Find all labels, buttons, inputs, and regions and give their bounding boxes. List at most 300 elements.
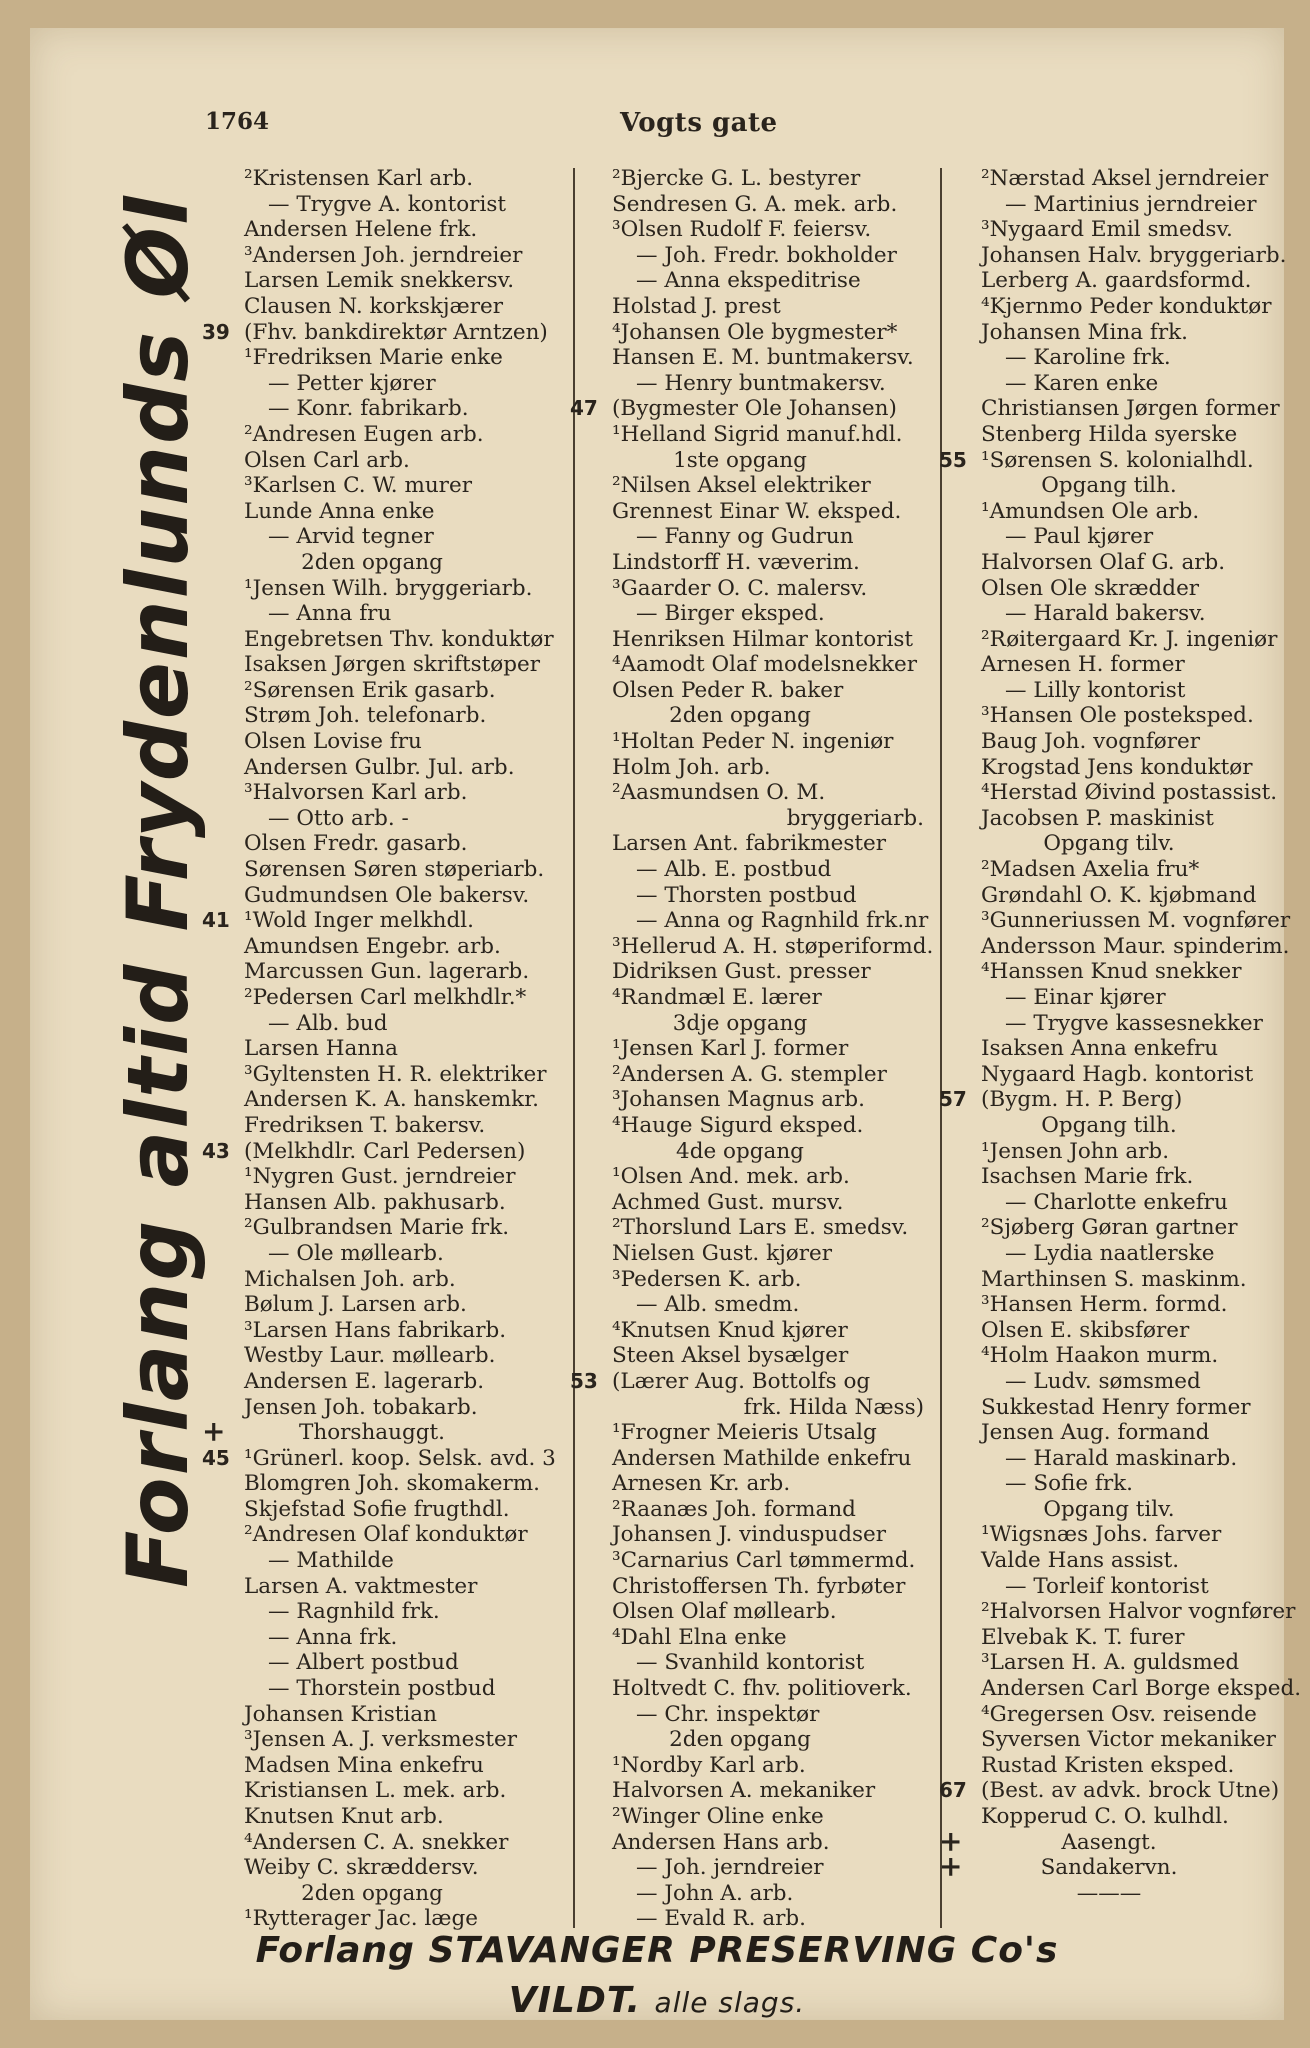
entry-text: Johansen Mina frk.	[981, 319, 1189, 345]
entry-text: 2den opgang	[301, 549, 443, 575]
entry-text: Blomgren Joh. skomakerm.	[244, 1471, 540, 1497]
directory-entry	[939, 729, 1310, 755]
entry-text: ⁴Johansen Ole bygmester*	[612, 319, 898, 345]
directory-entry	[939, 1267, 1310, 1293]
directory-entry	[939, 1292, 1310, 1318]
bottom-ad-bold: VILDT.	[508, 1980, 641, 2021]
directory-entry	[202, 908, 574, 934]
directory-entry	[939, 1011, 1310, 1037]
entry-text: — Karoline frk.	[1005, 345, 1171, 371]
entry-text: Halvorsen Olaf G. arb.	[981, 549, 1226, 575]
directory-entry	[939, 985, 1310, 1011]
directory-entry	[202, 396, 574, 422]
directory-entry	[202, 1087, 574, 1113]
directory-entry	[202, 985, 574, 1011]
entry-text: ¹Jensen Karl J. former	[612, 1036, 849, 1062]
entry-text: Andersen Carl Borge eksped.	[981, 1676, 1302, 1702]
entry-text: Johansen Halv. bryggeriarb.	[981, 242, 1287, 268]
directory-entry	[202, 1753, 574, 1779]
directory-entry	[202, 780, 574, 806]
entry-text: ³Andersen Joh. jerndreier	[244, 242, 523, 268]
directory-entry	[939, 1139, 1310, 1165]
entry-text: ²Sjøberg Gøran gartner	[981, 1215, 1238, 1241]
entry-text: ¹Helland Sigrid manuf.hdl.	[612, 421, 903, 447]
entry-text: — Ludv. sømsmed	[1005, 1368, 1201, 1394]
entry-text: Holtvedt C. fhv. politioverk.	[612, 1676, 912, 1702]
entry-text: Henriksen Hilmar kontorist	[612, 626, 913, 652]
directory-entry	[570, 1599, 942, 1625]
entry-text: Hansen E. M. buntmakersv.	[612, 345, 914, 371]
entry-text: Isachsen Marie frk.	[981, 1164, 1194, 1190]
directory-entry	[202, 576, 574, 602]
directory-entry	[202, 806, 574, 832]
directory-column-2	[570, 166, 942, 1932]
entry-text: Aasengt.	[1061, 1829, 1157, 1855]
entry-text: ¹Rytterager Jac. læge	[244, 1906, 478, 1932]
entry-text: Larsen Lemik snekkersv.	[244, 268, 515, 294]
house-number: 53	[570, 1368, 598, 1393]
entry-text: Sørensen Søren støperiarb.	[244, 857, 545, 883]
entry-text: — John A. arb.	[636, 1880, 794, 1906]
entry-text: Olsen Olaf møllearb.	[612, 1599, 837, 1625]
directory-entry	[202, 448, 574, 474]
house-number: 47	[570, 396, 598, 421]
directory-entry	[570, 1369, 942, 1395]
directory-entry	[939, 1318, 1310, 1344]
directory-entry	[570, 550, 942, 576]
entry-text: Rustad Kristen eksped.	[981, 1752, 1235, 1778]
directory-entry	[570, 1650, 942, 1676]
entry-text: — Harald bakersv.	[1005, 601, 1206, 627]
directory-entry	[202, 1318, 574, 1344]
directory-entry	[570, 396, 942, 422]
entry-text: ¹Wold Inger melkhdl.	[244, 908, 474, 934]
directory-entry	[570, 627, 942, 653]
entry-text: Stenberg Hilda syerske	[981, 421, 1238, 447]
directory-entry	[939, 883, 1310, 909]
cross-street-marker: +	[202, 1415, 226, 1449]
directory-entry	[939, 1599, 1310, 1625]
entry-text: — Ole møllearb.	[268, 1240, 444, 1266]
directory-entry	[202, 499, 574, 525]
directory-entry	[939, 396, 1310, 422]
directory-entry	[939, 217, 1310, 243]
directory-entry	[202, 1415, 574, 1449]
entry-text: ³Olsen Rudolf F. feiersv.	[612, 217, 872, 243]
entry-text: Knutsen Knut arb.	[244, 1804, 444, 1829]
house-number: 57	[939, 1087, 967, 1112]
directory-entry	[570, 1139, 942, 1165]
directory-entry	[570, 243, 942, 269]
entry-text: Isaksen Jørgen skriftstøper	[244, 652, 541, 678]
entry-text: Michalsen Joh. arb.	[244, 1266, 456, 1292]
entry-text: — Joh. Fredr. bokholder	[636, 242, 897, 268]
directory-entry	[939, 1804, 1310, 1830]
directory-entry	[202, 166, 574, 192]
entry-text: bryggeriarb.	[786, 805, 924, 831]
entry-text: ³Larsen H. A. guldsmed	[981, 1650, 1240, 1676]
directory-entry	[939, 1574, 1310, 1600]
directory-entry	[570, 166, 942, 192]
entry-text: Grøndahl O. K. kjøbmand	[981, 882, 1257, 908]
entry-text: Bølum J. Larsen arb.	[244, 1292, 467, 1318]
entry-text: 1ste opgang	[673, 447, 807, 473]
directory-entry	[939, 857, 1310, 883]
entry-text: Weiby C. skræddersv.	[244, 1855, 479, 1881]
entry-text: ³Larsen Hans fabrikarb.	[244, 1317, 507, 1343]
entry-text: Olsen Fredr. gasarb.	[244, 831, 468, 857]
directory-entry	[570, 1267, 942, 1293]
entry-text: ———	[1076, 1880, 1142, 1906]
directory-entry	[939, 627, 1310, 653]
directory-entry	[202, 1881, 574, 1907]
entry-text: — Chr. inspektør	[636, 1701, 820, 1727]
entry-text: — Alb. smedm.	[636, 1292, 800, 1318]
entry-text: ²Pedersen Carl melkhdlr.*	[244, 985, 527, 1010]
directory-entry	[570, 1753, 942, 1779]
entry-text: (Bygmester Ole Johansen)	[612, 396, 897, 422]
directory-entry	[570, 1190, 942, 1216]
directory-entry	[202, 1574, 574, 1600]
entry-text: Arnesen Kr. arb.	[612, 1471, 791, 1497]
directory-entry	[939, 652, 1310, 678]
entry-text: — Einar kjører	[1005, 985, 1166, 1010]
directory-entry	[570, 499, 942, 525]
directory-entry	[570, 371, 942, 397]
directory-entry	[570, 576, 942, 602]
directory-entry	[202, 959, 574, 985]
directory-entry	[939, 1343, 1310, 1369]
directory-entry	[570, 1727, 942, 1753]
entry-text: — Sofie frk.	[1005, 1471, 1134, 1497]
entry-text: ²Thorslund Lars E. smedsv.	[612, 1215, 909, 1241]
entry-text: — Harald maskinarb.	[1005, 1445, 1238, 1471]
directory-entry	[570, 422, 942, 448]
directory-entry	[202, 1804, 574, 1830]
bottom-advertisement-line-2	[30, 1980, 1284, 2021]
directory-entry	[202, 1778, 574, 1804]
entry-text: ²Gulbrandsen Marie frk.	[244, 1215, 510, 1241]
entry-text: ¹Frogner Meieris Utsalg	[612, 1420, 877, 1446]
entry-text: 2den opgang	[301, 1880, 443, 1906]
entry-text: Lunde Anna enke	[244, 498, 435, 524]
directory-entry	[202, 1139, 574, 1165]
directory-column-3	[939, 166, 1310, 1906]
directory-entry	[202, 678, 574, 704]
directory-entry	[570, 1215, 942, 1241]
entry-text: Opgang tilh.	[1041, 473, 1177, 499]
directory-entry	[939, 601, 1310, 627]
entry-text: ³Gyltensten H. R. elektriker	[244, 1061, 547, 1087]
entry-text: Marthinsen S. maskinm.	[981, 1266, 1247, 1292]
entry-text: — Mathilde	[268, 1548, 394, 1574]
entry-text: Nielsen Gust. kjører	[612, 1240, 833, 1266]
directory-entry	[202, 1650, 574, 1676]
directory-entry	[939, 473, 1310, 499]
entry-text: ¹Jensen John arb.	[981, 1138, 1170, 1164]
directory-entry	[939, 934, 1310, 960]
directory-entry	[202, 755, 574, 781]
directory-entry	[939, 908, 1310, 934]
directory-entry	[202, 1522, 574, 1548]
entry-text: — Anna fru	[268, 601, 392, 627]
entry-text: — Karen enke	[1005, 370, 1159, 396]
directory-entry	[939, 1164, 1310, 1190]
entry-text: ⁴Holm Haakon murm.	[981, 1343, 1219, 1369]
directory-entry	[202, 1036, 574, 1062]
entry-text: ⁴Randmæl E. lærer	[612, 985, 822, 1010]
directory-entry	[939, 524, 1310, 550]
directory-entry	[939, 1497, 1310, 1523]
entry-text: Jensen Joh. tobakarb.	[244, 1394, 478, 1420]
entry-text: Andersen Gulbr. Jul. arb.	[244, 754, 515, 780]
house-number: 39	[202, 319, 230, 344]
entry-text: Andersen Mathilde enkefru	[612, 1445, 912, 1471]
directory-entry	[202, 422, 574, 448]
entry-text: ¹Fredriksen Marie enke	[244, 345, 503, 371]
directory-entry	[202, 1395, 574, 1421]
entry-text: Sandakervn.	[1040, 1855, 1178, 1881]
entry-text: ²Andersen A. G. stempler	[612, 1061, 887, 1087]
entry-text: Olsen Ole skrædder	[981, 575, 1200, 601]
directory-entry	[570, 345, 942, 371]
entry-text: — Lydia naatlerske	[1005, 1240, 1215, 1266]
entry-text: ²Kristensen Karl arb.	[244, 166, 474, 191]
entry-text: — Evald R. arb.	[636, 1906, 807, 1932]
directory-entry	[570, 1420, 942, 1446]
entry-text: Lindstorff H. væverim.	[612, 549, 860, 575]
directory-entry	[939, 345, 1310, 371]
directory-entry	[939, 1702, 1310, 1728]
entry-text: Thorshauggt.	[299, 1420, 445, 1446]
entry-text: Holm Joh. arb.	[612, 754, 771, 780]
entry-text: — Trygve A. kontorist	[268, 191, 506, 217]
directory-entry	[202, 294, 574, 320]
directory-entry	[939, 166, 1310, 192]
directory-entry	[202, 1830, 574, 1856]
entry-text: Elvebak K. T. furer	[981, 1624, 1185, 1650]
directory-entry	[570, 268, 942, 294]
directory-entry	[570, 908, 942, 934]
entry-text: ⁴Knutsen Knud kjører	[612, 1317, 848, 1343]
entry-text: — Paul kjører	[1005, 524, 1154, 550]
directory-entry	[939, 806, 1310, 832]
directory-entry	[570, 1522, 942, 1548]
entry-text: ³Karlsen C. W. murer	[244, 473, 472, 499]
directory-entry	[939, 1650, 1310, 1676]
entry-text: — Alb. E. postbud	[636, 857, 832, 883]
entry-text: ²Røitergaard Kr. J. ingeniør	[981, 626, 1278, 652]
directory-entry	[570, 1855, 942, 1881]
directory-entry	[202, 1011, 574, 1037]
directory-entry	[570, 1343, 942, 1369]
entry-text: ³Carnarius Carl tømmermd.	[612, 1548, 916, 1574]
entry-text: Halvorsen A. mekaniker	[612, 1778, 876, 1804]
entry-text: ²Andresen Eugen arb.	[244, 421, 484, 447]
entry-text: Clausen N. korkskjærer	[244, 293, 504, 319]
entry-text: Amundsen Engebr. arb.	[244, 933, 501, 959]
entry-text: Larsen Ant. fabrikmester	[612, 831, 886, 857]
directory-entry	[570, 806, 942, 832]
entry-text: ⁴Hanssen Knud snekker	[981, 959, 1242, 985]
entry-text: — Petter kjører	[268, 370, 436, 396]
directory-entry	[570, 1676, 942, 1702]
directory-entry	[939, 1241, 1310, 1267]
entry-text: Madsen Mina enkefru	[244, 1752, 484, 1778]
entry-text: ³Halvorsen Karl arb.	[244, 780, 468, 806]
directory-entry	[939, 1727, 1310, 1753]
entry-text: ¹Nordby Karl arb.	[612, 1752, 806, 1778]
entry-text: ³Gunneriussen M. vognfører	[981, 908, 1291, 934]
directory-entry	[939, 1522, 1310, 1548]
directory-entry	[939, 243, 1310, 269]
entry-text: ¹Amundsen Ole arb.	[981, 498, 1200, 524]
entry-text: Kopperud C. O. kulhdl.	[981, 1804, 1229, 1829]
page-number: 1764	[205, 108, 270, 135]
directory-entry	[939, 1062, 1310, 1088]
directory-entry	[939, 1215, 1310, 1241]
entry-text: frk. Hilda Næss)	[743, 1394, 924, 1420]
directory-entry	[939, 422, 1310, 448]
directory-entry	[939, 831, 1310, 857]
entry-text: Holstad J. prest	[612, 293, 781, 319]
directory-entry	[202, 268, 574, 294]
entry-text: Syversen Victor mekaniker	[981, 1727, 1276, 1753]
directory-entry	[202, 883, 574, 909]
directory-entry	[939, 678, 1310, 704]
entry-text: Sukkestad Henry former	[981, 1394, 1251, 1420]
directory-entry	[570, 1062, 942, 1088]
directory-entry	[570, 473, 942, 499]
directory-entry	[570, 1778, 942, 1804]
entry-text: Olsen Lovise fru	[244, 729, 422, 755]
entry-text: ²Madsen Axelia fru*	[981, 857, 1200, 883]
entry-text: — Anna og Ragnhild frk.nr	[636, 908, 929, 934]
entry-text: Christiansen Jørgen former	[981, 396, 1280, 422]
entry-text: ⁴Andersen C. A. snekker	[244, 1829, 509, 1855]
directory-entry	[939, 1676, 1310, 1702]
directory-entry	[570, 1881, 942, 1907]
entry-text: ¹Olsen And. mek. arb.	[612, 1164, 850, 1190]
entry-text: ³Pedersen K. arb.	[612, 1266, 802, 1292]
entry-text: Grennest Einar W. eksped.	[612, 498, 902, 524]
entry-text: Baug Joh. vognfører	[981, 729, 1201, 755]
cross-street-marker: +	[939, 1824, 963, 1858]
directory-entry	[939, 1753, 1310, 1779]
entry-text: 3dje opgang	[672, 1010, 808, 1036]
entry-text: ²Nærstad Aksel jerndreier	[981, 166, 1269, 191]
entry-text: — Charlotte enkefru	[1005, 1189, 1228, 1215]
directory-entry	[570, 1011, 942, 1037]
entry-text: Johansen J. vinduspudser	[612, 1522, 887, 1548]
entry-text: Andersson Maur. spinderim.	[981, 933, 1290, 959]
directory-page	[30, 28, 1302, 2021]
entry-text: — Alb. bud	[268, 1010, 388, 1036]
directory-entry	[570, 959, 942, 985]
directory-entry	[202, 550, 574, 576]
entry-text: ¹Wigsnæs Johs. farver	[981, 1522, 1222, 1548]
directory-entry	[939, 703, 1310, 729]
entry-text: ⁴Aamodt Olaf modelsnekker	[612, 652, 917, 678]
directory-entry	[939, 550, 1310, 576]
entry-text: Achmed Gust. mursv.	[612, 1189, 844, 1215]
directory-entry	[570, 857, 942, 883]
directory-entry	[939, 1471, 1310, 1497]
directory-entry	[570, 1574, 942, 1600]
directory-entry	[570, 1113, 942, 1139]
entry-text: Arnesen H. former	[981, 652, 1185, 678]
entry-text: Andersen E. lagerarb.	[244, 1368, 485, 1394]
directory-entry	[202, 1548, 574, 1574]
directory-entry	[939, 1778, 1310, 1804]
entry-text: — Fanny og Gudrun	[636, 524, 854, 550]
entry-text: Johansen Kristian	[244, 1701, 437, 1727]
entry-text: ³Gaarder O. C. malersv.	[612, 575, 868, 601]
entry-text: ³Hansen Ole posteksped.	[981, 703, 1254, 729]
directory-entry	[202, 1343, 574, 1369]
directory-entry	[939, 1446, 1310, 1472]
bottom-ad-rest: alle slags.	[654, 1986, 806, 2019]
directory-entry	[570, 652, 942, 678]
directory-entry	[202, 1241, 574, 1267]
entry-text: Larsen Hanna	[244, 1036, 398, 1062]
directory-entry	[202, 627, 574, 653]
entry-text: 2den opgang	[669, 703, 811, 729]
directory-entry	[939, 320, 1310, 346]
directory-entry	[570, 1164, 942, 1190]
entry-text: — Henry buntmakersv.	[636, 370, 886, 396]
directory-entry	[939, 1548, 1310, 1574]
directory-entry	[202, 1906, 574, 1932]
entry-text: Jensen Aug. formand	[981, 1420, 1210, 1446]
entry-text: Skjefstad Sofie frugthdl.	[244, 1496, 510, 1522]
directory-entry	[570, 1548, 942, 1574]
entry-text: ²Andresen Olaf konduktør	[244, 1522, 528, 1548]
entry-text: Westby Laur. møllearb.	[244, 1343, 496, 1369]
directory-entry	[570, 1804, 942, 1830]
entry-text: (Best. av advk. brock Utne)	[981, 1778, 1280, 1804]
entry-text: Andersen Helene frk.	[244, 217, 478, 243]
entry-text: Nygaard Hagb. kontorist	[981, 1061, 1254, 1087]
directory-entry	[570, 1036, 942, 1062]
directory-entry	[202, 1702, 574, 1728]
directory-entry	[202, 371, 574, 397]
directory-entry	[939, 1420, 1310, 1446]
entry-text: ⁴Herstad Øivind postassist.	[981, 780, 1278, 806]
directory-entry	[202, 1369, 574, 1395]
directory-entry	[570, 320, 942, 346]
directory-entry	[939, 576, 1310, 602]
directory-entry	[570, 883, 942, 909]
directory-entry	[202, 1497, 574, 1523]
entry-text: ⁴Dahl Elna enke	[612, 1624, 787, 1650]
entry-text: ¹Grünerl. koop. Selsk. avd. 3	[244, 1445, 556, 1471]
entry-text: Andersen K. A. hanskemkr.	[244, 1087, 539, 1113]
directory-entry	[202, 345, 574, 371]
directory-entry	[202, 1676, 574, 1702]
directory-entry	[570, 831, 942, 857]
directory-entry	[570, 755, 942, 781]
entry-text: ³Jensen A. J. verksmester	[244, 1727, 518, 1753]
directory-entry	[939, 780, 1310, 806]
directory-entry	[202, 320, 574, 346]
entry-text: ⁴Gregersen Osv. reisende	[981, 1701, 1257, 1727]
directory-entry	[570, 294, 942, 320]
directory-entry	[202, 217, 574, 243]
entry-text: (Fhv. bankdirektør Arntzen)	[244, 319, 548, 345]
directory-entry	[939, 294, 1310, 320]
entry-text: Valde Hans assist.	[981, 1548, 1180, 1574]
